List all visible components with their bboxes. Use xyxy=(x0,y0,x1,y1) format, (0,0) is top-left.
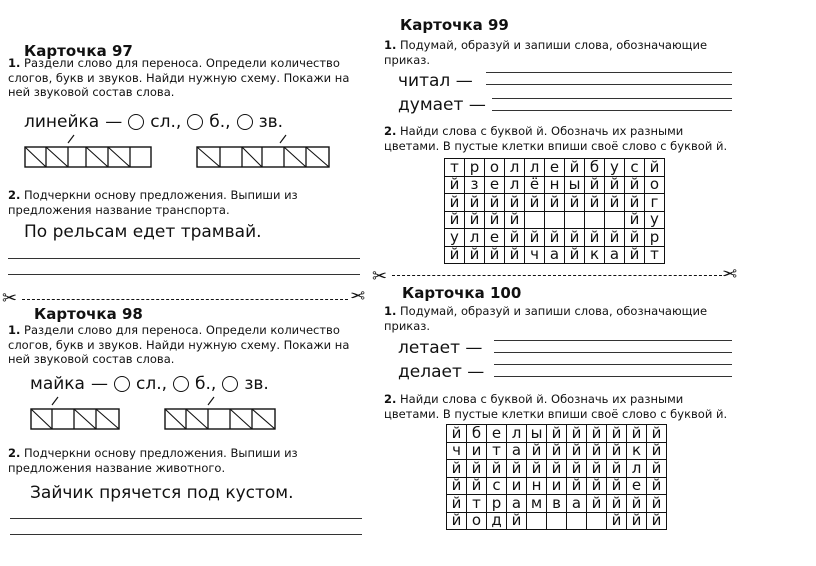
grid-cell[interactable]: й xyxy=(607,512,627,530)
grid-cell[interactable]: й xyxy=(647,512,667,530)
task-number: 1. xyxy=(384,38,397,52)
card98-task1 xyxy=(8,323,360,367)
card98-sentence: Зайчик прячется под кустом. xyxy=(30,483,294,503)
grid-cell[interactable]: й xyxy=(507,460,527,478)
answer-line[interactable] xyxy=(8,274,360,275)
grid-cell[interactable]: й xyxy=(467,477,487,495)
grid-cell[interactable]: й xyxy=(605,176,625,194)
word: летает xyxy=(398,338,461,358)
grid-cell[interactable]: и xyxy=(547,477,567,495)
grid-cell[interactable]: й xyxy=(545,194,565,212)
grid-cell[interactable]: й xyxy=(467,460,487,478)
card99-task2 xyxy=(384,124,740,153)
grid-cell[interactable]: ч xyxy=(447,442,467,460)
task-text: Раздели слово для переноса. Определи количество слогов, букв и звуков. Найди нужную схему. Покажи на ней звуковой состав слова. xyxy=(8,56,350,99)
grid-cell[interactable] xyxy=(565,211,585,229)
answer-line[interactable] xyxy=(492,98,732,99)
word: читал xyxy=(398,71,451,91)
grid-cell[interactable]: у xyxy=(645,211,665,229)
sound-circle[interactable] xyxy=(237,114,253,130)
grid-cell[interactable] xyxy=(587,512,607,530)
scissors-icon: ✂ xyxy=(722,264,738,285)
card100-task2 xyxy=(384,392,740,421)
grid-cell[interactable]: й xyxy=(567,425,587,443)
task-number: 1. xyxy=(8,323,21,337)
grid-row xyxy=(447,477,667,495)
grid-cell[interactable]: й xyxy=(445,246,465,264)
grid-row xyxy=(445,246,665,264)
grid-cell[interactable] xyxy=(567,512,587,530)
card98-title: Карточка 98 xyxy=(34,305,143,323)
task-number: 2. xyxy=(8,446,21,460)
grid-cell[interactable]: к xyxy=(627,442,647,460)
grid-cell[interactable]: й xyxy=(465,194,485,212)
grid-cell[interactable]: й xyxy=(485,211,505,229)
task-text: Подчеркни основу предложения. Выпиши из предложения название животного. xyxy=(8,446,298,475)
answer-line[interactable] xyxy=(494,340,732,341)
card97-sentence: По рельсам едет трамвай. xyxy=(24,222,262,242)
grid-cell[interactable]: й xyxy=(607,477,627,495)
word: делает xyxy=(398,362,462,382)
task-number: 1. xyxy=(8,56,21,70)
card98-task2 xyxy=(8,446,360,475)
grid-cell[interactable]: й xyxy=(627,425,647,443)
grid-cell[interactable]: й xyxy=(547,442,567,460)
grid-cell[interactable]: й xyxy=(647,460,667,478)
grid-cell[interactable]: й xyxy=(625,211,645,229)
grid-cell[interactable]: й xyxy=(587,442,607,460)
grid-cell[interactable]: т xyxy=(445,159,465,177)
dash: — xyxy=(90,374,108,394)
grid-cell[interactable]: й xyxy=(625,194,645,212)
answer-line[interactable] xyxy=(494,376,732,377)
grid-cell[interactable]: е xyxy=(487,425,507,443)
grid-cell[interactable]: н xyxy=(545,176,565,194)
sound-label: зв. xyxy=(244,374,269,394)
scissors-icon: ✂ xyxy=(350,286,366,307)
card97-schema-b[interactable] xyxy=(196,134,336,172)
cut-line xyxy=(392,275,722,276)
grid-cell[interactable]: й xyxy=(505,211,525,229)
grid-cell[interactable]: ч xyxy=(525,246,545,264)
grid-cell[interactable]: л xyxy=(505,176,525,194)
card100-title: Карточка 100 xyxy=(402,284,522,302)
grid-cell[interactable]: й xyxy=(507,512,527,530)
grid-cell[interactable]: с xyxy=(487,477,507,495)
grid-cell[interactable]: й xyxy=(487,460,507,478)
grid-cell[interactable]: й xyxy=(565,159,585,177)
grid-row xyxy=(445,159,665,177)
grid-cell[interactable] xyxy=(605,211,625,229)
grid-cell[interactable]: й xyxy=(527,460,547,478)
grid-cell[interactable]: й xyxy=(485,194,505,212)
grid-cell[interactable]: й xyxy=(605,194,625,212)
grid-cell[interactable]: й xyxy=(465,246,485,264)
grid-cell[interactable]: в xyxy=(547,495,567,513)
grid-cell[interactable]: й xyxy=(647,477,667,495)
card100-word2 xyxy=(398,362,484,382)
grid-cell[interactable]: р xyxy=(487,495,507,513)
grid-cell[interactable]: й xyxy=(647,495,667,513)
grid-cell[interactable]: й xyxy=(525,229,545,247)
grid-cell[interactable]: о xyxy=(467,512,487,530)
answer-line[interactable] xyxy=(494,352,732,353)
cut-line xyxy=(22,299,348,300)
grid-row xyxy=(445,194,665,212)
grid-cell[interactable]: о xyxy=(645,176,665,194)
grid-cell[interactable]: а xyxy=(545,246,565,264)
grid-cell[interactable]: а xyxy=(507,495,527,513)
grid-cell[interactable]: к xyxy=(585,246,605,264)
grid-cell[interactable]: ы xyxy=(565,176,585,194)
grid-row xyxy=(447,495,667,513)
grid-cell[interactable]: й xyxy=(447,512,467,530)
answer-line[interactable] xyxy=(10,534,362,535)
grid-cell[interactable]: й xyxy=(647,425,667,443)
grid-cell[interactable]: й xyxy=(445,176,465,194)
grid-cell[interactable]: л xyxy=(465,229,485,247)
grid-cell[interactable]: т xyxy=(645,246,665,264)
grid-cell[interactable]: й xyxy=(587,495,607,513)
grid-cell[interactable]: й xyxy=(607,460,627,478)
grid-cell[interactable]: й xyxy=(447,477,467,495)
card99-word2 xyxy=(398,95,486,115)
word: думает xyxy=(398,95,464,115)
sound-circle[interactable] xyxy=(222,376,238,392)
grid-cell[interactable]: р xyxy=(645,229,665,247)
grid-cell[interactable]: л xyxy=(627,460,647,478)
grid-cell[interactable]: е xyxy=(545,159,565,177)
grid-cell[interactable] xyxy=(585,211,605,229)
grid-cell[interactable]: й xyxy=(545,229,565,247)
syllable-circle[interactable] xyxy=(114,376,130,392)
grid-cell[interactable]: й xyxy=(547,460,567,478)
grid-cell[interactable]: ы xyxy=(527,425,547,443)
grid-row xyxy=(445,176,665,194)
letter-circle[interactable] xyxy=(187,114,203,130)
card97-task1 xyxy=(8,56,360,100)
grid-cell[interactable]: й xyxy=(585,176,605,194)
grid-cell[interactable]: н xyxy=(527,477,547,495)
grid-cell[interactable]: й xyxy=(605,229,625,247)
dash: — xyxy=(465,338,483,358)
grid-cell[interactable]: з xyxy=(465,176,485,194)
grid-cell[interactable]: б xyxy=(585,159,605,177)
grid-cell[interactable]: й xyxy=(567,442,587,460)
dash: — xyxy=(105,112,123,132)
grid-cell[interactable] xyxy=(527,512,547,530)
task-number: 1. xyxy=(384,304,397,318)
answer-line[interactable] xyxy=(492,110,732,111)
letter-label: б., xyxy=(209,112,231,132)
grid-cell[interactable]: й xyxy=(505,194,525,212)
grid-cell[interactable]: й xyxy=(607,442,627,460)
grid-cell[interactable]: й xyxy=(585,194,605,212)
grid-row xyxy=(447,442,667,460)
syllable-label: сл., xyxy=(150,112,182,132)
scissors-icon: ✂ xyxy=(372,266,388,287)
grid-cell[interactable]: й xyxy=(587,425,607,443)
card97-word-line xyxy=(24,112,283,132)
grid-cell[interactable]: р xyxy=(465,159,485,177)
card97-task2 xyxy=(8,188,360,217)
card98-word-line xyxy=(30,374,269,394)
answer-line[interactable] xyxy=(10,518,362,519)
grid-cell[interactable]: й xyxy=(527,442,547,460)
grid-cell[interactable]: с xyxy=(625,159,645,177)
dash: — xyxy=(455,71,473,91)
grid-cell[interactable]: и xyxy=(507,477,527,495)
card99-task1 xyxy=(384,38,740,67)
grid-cell[interactable]: й xyxy=(505,229,525,247)
grid-cell[interactable]: й xyxy=(505,246,525,264)
task-number: 2. xyxy=(384,392,397,406)
grid-cell[interactable]: й xyxy=(485,246,505,264)
grid-cell[interactable]: й xyxy=(625,229,645,247)
card99-title: Карточка 99 xyxy=(400,16,509,34)
grid-cell[interactable]: й xyxy=(447,495,467,513)
grid-row xyxy=(445,211,665,229)
grid-cell[interactable]: у xyxy=(605,159,625,177)
grid-cell[interactable]: у xyxy=(445,229,465,247)
grid-cell[interactable]: й xyxy=(465,211,485,229)
grid-row xyxy=(447,425,667,443)
task-number: 2. xyxy=(8,188,21,202)
grid-cell[interactable]: й xyxy=(565,246,585,264)
dash: — xyxy=(468,95,486,115)
card97-title: Карточка 97 xyxy=(24,42,133,60)
syllable-circle[interactable] xyxy=(128,114,144,130)
syllable-label: сл., xyxy=(135,374,168,394)
grid-cell[interactable]: й xyxy=(627,495,647,513)
task-number: 2. xyxy=(384,124,397,138)
task-text: Подумай, образуй и запиши слова, обозначающие приказ. xyxy=(384,38,708,67)
grid-row xyxy=(445,229,665,247)
card97-schema-a[interactable] xyxy=(24,134,164,172)
letter-label: б., xyxy=(195,374,217,394)
task-text: Найди слова с буквой й. Обозначь их разными цветами. В пустые клетки впиши своё слово с буквой й. xyxy=(384,392,728,421)
task-text: Найди слова с буквой й. Обозначь их разными цветами. В пустые клетки впиши своё слово с буквой й. xyxy=(384,124,728,153)
grid-cell[interactable]: т xyxy=(487,442,507,460)
grid-cell[interactable]: б xyxy=(467,425,487,443)
answer-line[interactable] xyxy=(486,72,732,73)
grid-cell[interactable]: й xyxy=(645,159,665,177)
answer-line[interactable] xyxy=(486,84,732,85)
grid-cell[interactable]: й xyxy=(445,211,465,229)
sound-label: зв. xyxy=(258,112,284,132)
grid-cell[interactable]: й xyxy=(447,425,467,443)
grid-cell[interactable]: й xyxy=(607,425,627,443)
grid-cell[interactable]: й xyxy=(565,229,585,247)
answer-line[interactable] xyxy=(8,258,360,259)
grid-cell[interactable]: й xyxy=(567,477,587,495)
task-text: Подумай, образуй и запиши слова, обозначающие приказ. xyxy=(384,304,708,333)
task-text: Раздели слово для переноса. Определи количество слогов, букв и звуков. Найди нужную схему. Покажи на ней звуковой состав слова. xyxy=(8,323,350,366)
grid-cell[interactable]: й xyxy=(585,229,605,247)
task-text: Подчеркни основу предложения. Выпиши из предложения название транспорта. xyxy=(8,188,298,217)
grid-cell[interactable]: е xyxy=(627,477,647,495)
answer-line[interactable] xyxy=(494,364,732,365)
grid-cell[interactable]: й xyxy=(445,194,465,212)
grid-cell[interactable]: о xyxy=(485,159,505,177)
grid-cell[interactable]: й xyxy=(447,460,467,478)
grid-cell[interactable]: й xyxy=(547,425,567,443)
grid-cell[interactable] xyxy=(545,211,565,229)
grid-row xyxy=(447,512,667,530)
card100-word1 xyxy=(398,338,482,358)
grid-cell[interactable]: й xyxy=(625,246,645,264)
grid-cell[interactable] xyxy=(547,512,567,530)
card100-task1 xyxy=(384,304,740,333)
letter-circle[interactable] xyxy=(173,376,189,392)
grid-cell[interactable]: ё xyxy=(525,176,545,194)
card98-schema-b[interactable] xyxy=(164,396,284,436)
grid-cell[interactable]: а xyxy=(507,442,527,460)
grid-cell[interactable]: а xyxy=(605,246,625,264)
grid-cell[interactable]: е xyxy=(485,176,505,194)
grid-cell[interactable]: а xyxy=(567,495,587,513)
word: майка xyxy=(30,374,85,394)
grid-cell[interactable]: й xyxy=(625,176,645,194)
grid-row xyxy=(447,460,667,478)
grid-cell[interactable]: л xyxy=(525,159,545,177)
grid-cell[interactable]: й xyxy=(647,442,667,460)
grid-cell[interactable]: е xyxy=(485,229,505,247)
card99-word1 xyxy=(398,71,473,91)
grid-cell[interactable]: й xyxy=(565,194,585,212)
grid-cell[interactable]: л xyxy=(505,159,525,177)
grid-cell[interactable]: й xyxy=(525,194,545,212)
grid-cell[interactable]: л xyxy=(507,425,527,443)
grid-cell[interactable]: й xyxy=(567,460,587,478)
grid-cell[interactable]: д xyxy=(487,512,507,530)
grid-cell[interactable]: й xyxy=(607,495,627,513)
card98-schema-a[interactable] xyxy=(30,396,130,436)
scissors-icon: ✂ xyxy=(2,288,18,309)
grid-cell[interactable]: и xyxy=(467,442,487,460)
word: линейка xyxy=(24,112,100,132)
grid-cell[interactable] xyxy=(525,211,545,229)
grid-cell[interactable]: й xyxy=(627,512,647,530)
dash: — xyxy=(467,362,485,382)
grid-cell[interactable]: й xyxy=(587,460,607,478)
grid-cell[interactable]: г xyxy=(645,194,665,212)
card99-letter-grid xyxy=(444,158,665,264)
grid-cell[interactable]: т xyxy=(467,495,487,513)
grid-cell[interactable]: й xyxy=(587,477,607,495)
grid-cell[interactable]: м xyxy=(527,495,547,513)
card100-letter-grid xyxy=(446,424,667,530)
